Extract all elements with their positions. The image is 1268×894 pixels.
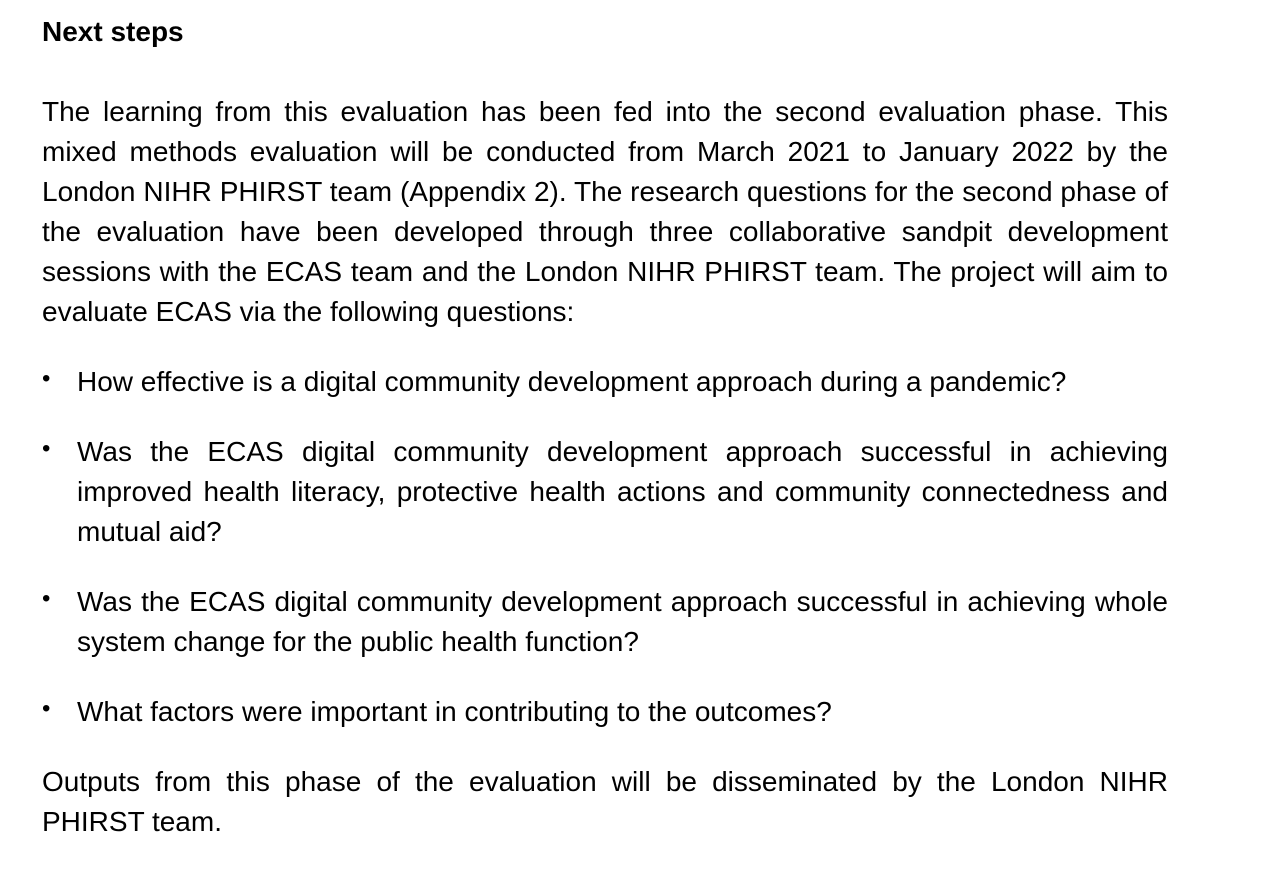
- intro-paragraph: The learning from this evaluation has been fed into the second evaluation phase. This mixed methods evaluation will be conducted from March 2021 to January 2022 by the London NIHR PHIRST team (Appendix 2). The research questions for the second phase of the evaluation have been developed through three collaborative sandpit development sessions with the ECAS team and the London NIHR PHIRST team. The project will aim to evaluate ECAS via the following questions:: [42, 96, 1168, 327]
- question-text: Was the ECAS digital community development approach successful in achieving whole system change for the public health function?: [77, 586, 1168, 657]
- section-heading: Next steps: [42, 16, 184, 47]
- bullet-icon: •: [42, 365, 51, 392]
- list-item: [42, 582, 1168, 662]
- outro-paragraph: Outputs from this phase of the evaluation will be disseminated by the London NIHR PHIRST team.: [42, 766, 1168, 837]
- bullet-icon: •: [42, 695, 51, 722]
- question-text: How effective is a digital community development approach during a pandemic?: [77, 366, 1067, 397]
- research-questions-list: [42, 362, 1168, 762]
- question-text: Was the ECAS digital community development approach successful in achieving improved health literacy, protective health actions and community connectedness and mutual aid?: [77, 436, 1168, 547]
- bullet-icon: •: [42, 585, 51, 612]
- list-item: [42, 362, 1168, 402]
- question-text: What factors were important in contributing to the outcomes?: [77, 696, 832, 727]
- bullet-icon: •: [42, 435, 51, 462]
- list-item: [42, 692, 1168, 732]
- list-item: [42, 432, 1168, 552]
